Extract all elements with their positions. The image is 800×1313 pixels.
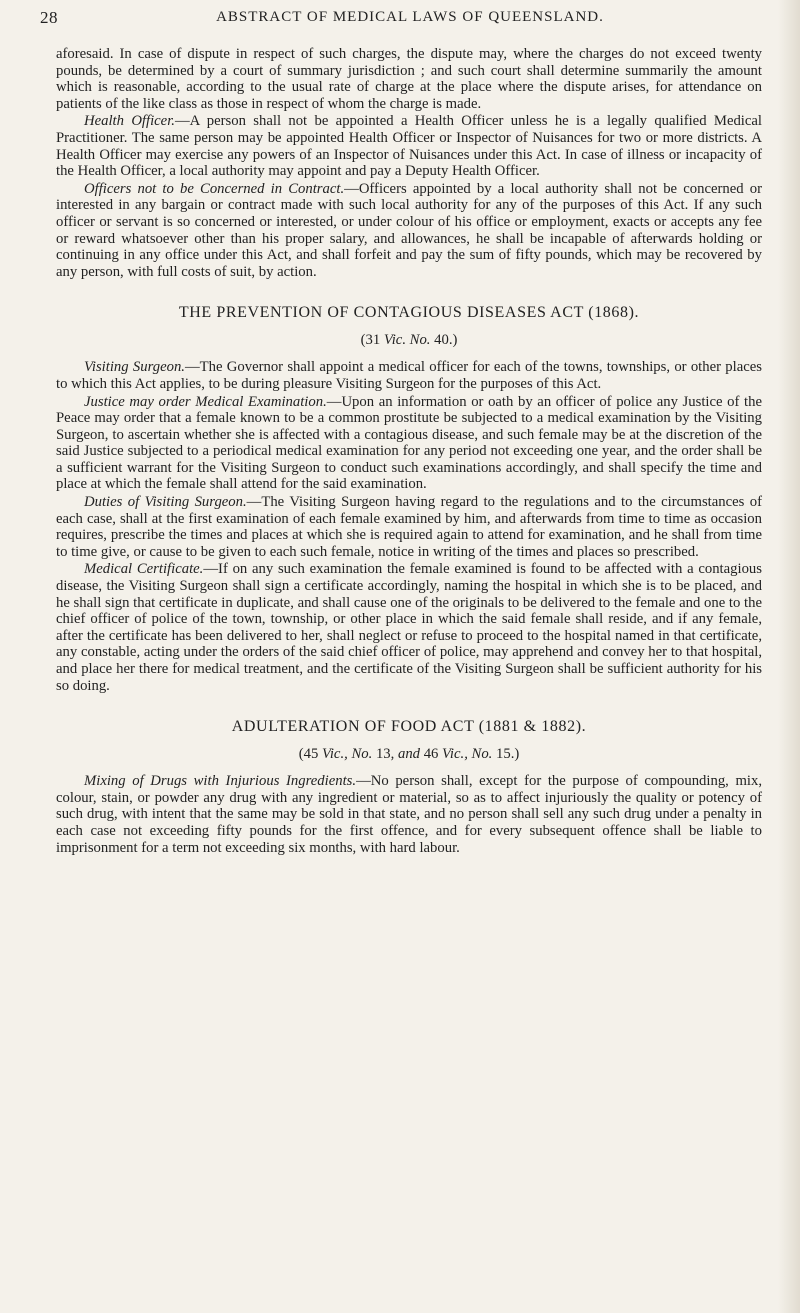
citation-part: (45: [298, 746, 322, 763]
page-header: [40, 8, 780, 32]
side-heading: Duties of Visiting Surgeon.: [84, 494, 247, 511]
paragraph-text: —Upon an information or oath by an officer of police any Justice of the Peace may order that a female known to be a common prostitute be subjected to a medical examination by the Visiting Surgeon, to ascertain whether she is affected with a contagious disease, and such female may be at the discretion of the said Justice subjected to a periodical medical examination for any period not exceeding one year, and the order shall be a sufficient warrant for the Visiting Surgeon to conduct such examinations accordingly, and shall specify the time and place at which the female shall attend for the said examination.: [56, 393, 762, 493]
running-head: ABSTRACT OF MEDICAL LAWS OF QUEENSLAND.: [216, 9, 604, 25]
citation-part: Vic.,: [442, 746, 468, 763]
paragraph-visiting-surgeon: [56, 359, 762, 392]
act-citation-adulteration: [56, 746, 762, 763]
side-heading: Justice may order Medical Examination.: [84, 393, 327, 410]
paragraph-mixing-drugs: [56, 773, 762, 856]
citation-part: and: [397, 746, 421, 763]
act-title-adulteration: ADULTERATION OF FOOD ACT (1881 & 1882).: [231, 718, 587, 736]
page-edge-shadow: [778, 0, 800, 1313]
citation-part: 15.): [492, 746, 520, 763]
paragraph-text: —Officers appointed by a local authority shall not be concerned or interested in any bargain or contract made with such local authority for any of the purposes of this Act. If any such officer or servant is so concerned or interested, or under colour of his office or employment, exacts or accepts any fee or reward whatsoever other than his proper salary, and allowances, he shall be incapable of afterwards holding or continuing in any office under this Act, and shall forfeit and pay the sum of fifty pounds, which may be recovered by any person, with full costs of suit, by action.: [56, 180, 762, 280]
citation-part: 13,: [372, 746, 398, 763]
paragraph-health-officer: [56, 113, 762, 179]
citation-part: No.: [409, 332, 431, 349]
continued-text: aforesaid. In case of dispute in respect of such charges, the dispute may, where the charges do not exceed twenty pounds, be determined by a court of summary jurisdiction ; and such court shall determine summarily the amount which is reasonable, according to the usual rate of charge at the place where the dispute arises, for attendance on patients of the like class as those in respect of whom the charge is made.: [56, 46, 762, 112]
citation-part: No.: [471, 746, 493, 763]
paragraph-justice-order: [56, 394, 762, 494]
act-title-contagious: THE PREVENTION OF CONTAGIOUS DISEASES ACT (1868).: [178, 304, 640, 322]
citation-part: 46: [420, 746, 443, 763]
citation-part: 40.): [430, 332, 458, 349]
paragraph-medical-certificate: [56, 561, 762, 694]
side-heading: Health Officer.: [84, 113, 175, 130]
paragraph-text: —If on any such examination the female examined is found to be affected with a contagious disease, the Visiting Surgeon shall sign a certificate accordingly, naming the hospital in which she is to be placed, and he shall sign that certificate in duplicate, and shall cause one of the originals to be delivered to the female and one to the chief officer of police of the town, township, or other place in which the said female shall reside, and if any female, after the certificate has been delivered to her, shall neglect or refuse to proceed to the hospital named in that certificate, any constable, acting under the orders of the said chief officer of police, may apprehend and convey her to that hospital, and place her there for medical treatment, and the certificate of the Visiting Surgeon shall be sufficient authority for his so doing.: [56, 561, 762, 694]
page-number: 28: [40, 8, 58, 27]
page-body: [56, 46, 762, 857]
paragraph-duties-surgeon: [56, 494, 762, 560]
paragraph-text: —No person shall, except for the purpose of compounding, mix, colour, stain, or powder any drug with any ingredient or material, so as to affect injuriously the quality or potency of such drug, with intent that the same may be sold in that state, and no person shall sell any such drug under a penalty in each case not exceeding fifty pounds for the first offence, and for every subsequent offence shall be liable to imprisonment for a term not exceeding six months, with hard labour.: [56, 773, 762, 856]
side-heading: Visiting Surgeon.: [84, 359, 185, 376]
citation-part: Vic.: [383, 332, 406, 349]
citation-part: Vic.,: [321, 746, 348, 763]
paragraph-text: —The Governor shall appoint a medical officer for each of the towns, townships, or other places to which this Act applies, to be during pleasure Visiting Surgeon for the purposes of this Act.: [56, 359, 762, 392]
paragraph-text: —The Visiting Surgeon having regard to the regulations and to the circumstances of each case, shall at the first examination of each female examined by him, and afterwards from time to time as occasion requires, prescribe the times and places at which she is required again to attend for examination, and he shall from time to time give, or cause to be given to each such female, notice in writing of the times and places so prescribed.: [56, 494, 762, 560]
side-heading: Medical Certificate.: [84, 561, 204, 578]
citation-part: No.: [351, 746, 373, 763]
paragraph-officers-contract: [56, 181, 762, 281]
side-heading: Mixing of Drugs with Injurious Ingredients.: [84, 773, 357, 790]
citation-part: (31: [360, 332, 384, 349]
continued-paragraph: [56, 46, 762, 112]
act-citation-contagious: [56, 332, 762, 349]
side-heading: Officers not to be Concerned in Contract.: [84, 180, 345, 197]
paragraph-text: —A person shall not be appointed a Health Officer unless he is a legally qualified Medical Practitioner. The same person may be appointed Health Officer or Inspector of Nuisances for two or more districts. A Health Officer may exercise any powers of an Inspector of Nuisances under this Act. In case of illness or incapacity of the Health Officer, a local authority may appoint and pay a Deputy Health Officer.: [56, 113, 763, 180]
